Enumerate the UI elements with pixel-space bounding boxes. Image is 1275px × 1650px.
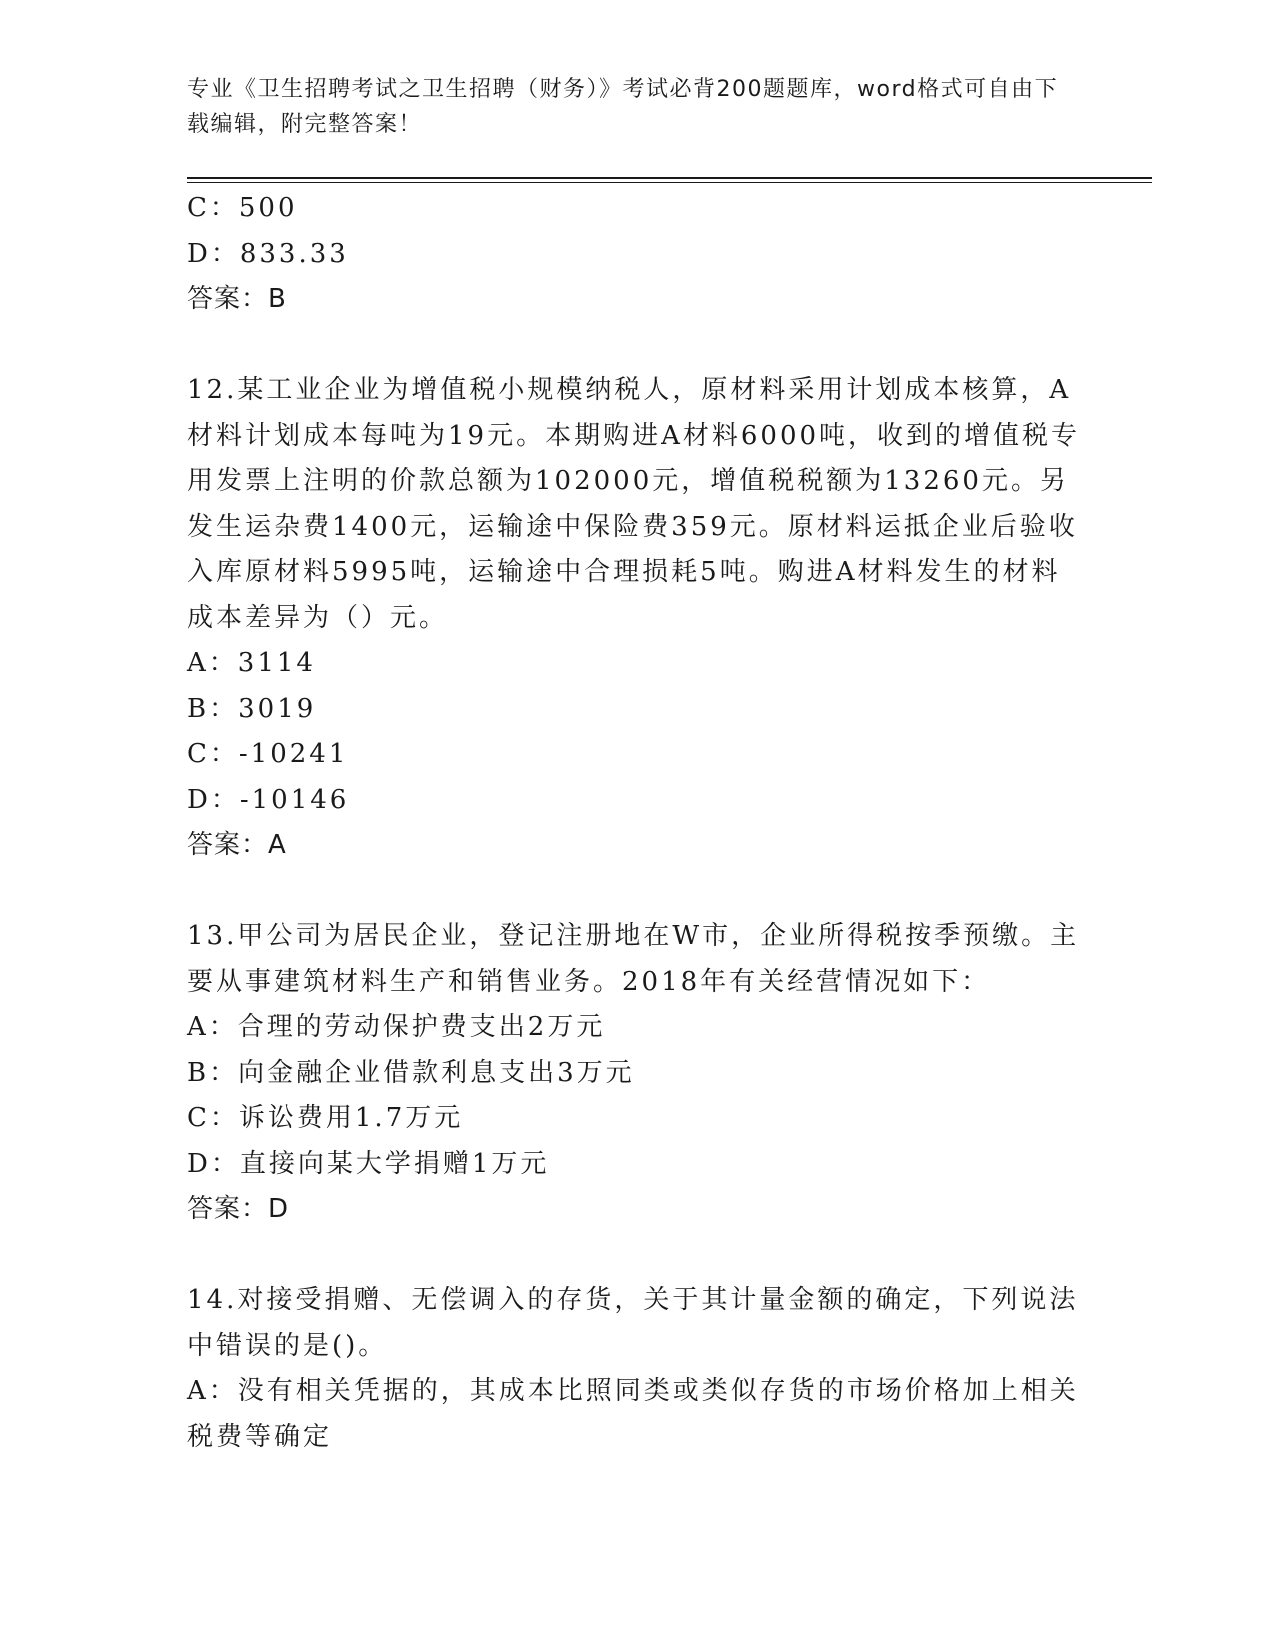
option-a: A：3114 <box>187 648 316 678</box>
answer-line: 答案：A <box>187 830 287 860</box>
option-d: D：直接向某大学捐赠1万元 <box>187 1148 550 1179</box>
question-12 <box>187 368 1082 869</box>
question-list <box>187 186 1082 1460</box>
spacer <box>187 323 1082 369</box>
question-11-tail <box>187 186 1082 323</box>
answer-line: 答案：B <box>187 284 287 314</box>
page-header: 专业《卫生招聘考试之卫生招聘（财务）》考试必背200题题库，word格式可自由下载编辑，附完整答案！ <box>187 77 1059 137</box>
spacer <box>187 869 1082 915</box>
question-14 <box>187 1278 1082 1460</box>
option-c: C：500 <box>187 193 298 223</box>
option-a: A：没有相关凭据的，其成本比照同类或类似存货的市场价格加上相关税费等确定 <box>187 1376 1079 1452</box>
header-rule-thick <box>187 177 1152 179</box>
question-13 <box>187 914 1082 1233</box>
question-text: 13.甲公司为居民企业，登记注册地在W市，企业所得税按季预缴。主要从事建筑材料生产和销售业务。2018年有关经营情况如下： <box>187 921 1080 997</box>
spacer <box>187 1233 1082 1279</box>
option-b: B：3019 <box>187 693 317 724</box>
option-d: D：833.33 <box>187 238 349 269</box>
question-text: 12.某工业企业为增值税小规模纳税人，原材料采用计划成本核算，A材料计划成本每吨为19元。本期购进A材料6000吨，收到的增值税专用发票上注明的价款总额为102000元，增值税税额为13260元。另发生运杂费1400元，运输途中保险费359元。原材料运抵企业后验收入库原材料5995吨，运输途中合理损耗5吨。购进A材料发生的材料成本差异为（）元。 <box>187 375 1081 633</box>
option-c: C：诉讼费用1.7万元 <box>187 1103 464 1133</box>
question-text: 14.对接受捐赠、无偿调入的存货，关于其计量金额的确定，下列说法中错误的是()。 <box>187 1285 1079 1361</box>
option-a: A：合理的劳动保护费支出2万元 <box>187 1012 606 1042</box>
answer-line: 答案：D <box>187 1194 290 1224</box>
header-rule-thin <box>187 182 1152 183</box>
option-d: D：-10146 <box>187 784 350 815</box>
option-c: C：-10241 <box>187 739 349 769</box>
option-b: B：向金融企业借款利息支出3万元 <box>187 1057 635 1088</box>
